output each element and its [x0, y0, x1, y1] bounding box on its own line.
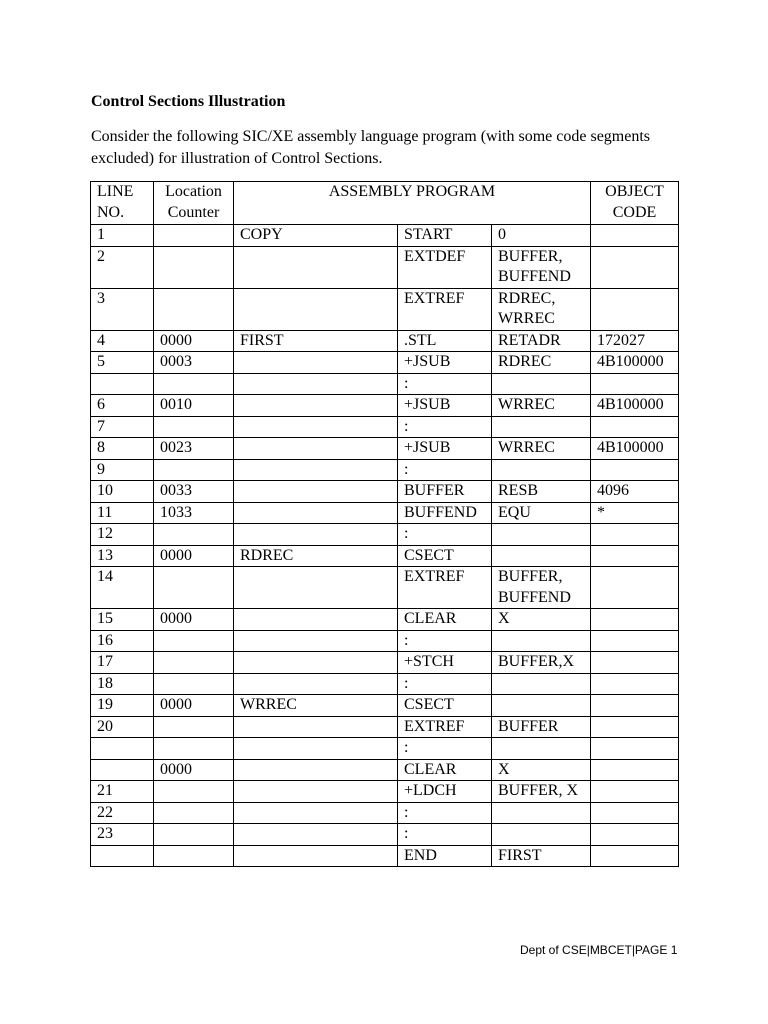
operand-cell: RETADR [492, 330, 591, 352]
table-row [91, 738, 679, 760]
table-row [91, 352, 679, 374]
line-no-cell: 13 [91, 545, 154, 567]
line-no-cell: 23 [91, 824, 154, 846]
object-code-cell [591, 673, 679, 695]
operand-cell: RDREC, WRREC [492, 288, 591, 330]
object-code-cell [591, 567, 679, 609]
operand-cell: WRREC [492, 395, 591, 417]
object-code-cell: * [591, 502, 679, 524]
location-cell [154, 246, 234, 288]
line-no-cell: 10 [91, 481, 154, 503]
opcode-cell: : [398, 802, 492, 824]
opcode-cell: CSECT [398, 545, 492, 567]
operand-cell: BUFFER,X [492, 652, 591, 674]
object-code-cell [591, 246, 679, 288]
assembly-program-table [90, 181, 679, 867]
line-no-cell: 9 [91, 459, 154, 481]
label-cell [234, 524, 398, 546]
label-cell: COPY [234, 225, 398, 247]
label-cell [234, 652, 398, 674]
opcode-cell: EXTREF [398, 288, 492, 330]
table-row [91, 459, 679, 481]
table-row [91, 288, 679, 330]
opcode-cell: : [398, 524, 492, 546]
label-cell [234, 802, 398, 824]
table-row [91, 225, 679, 247]
object-code-cell [591, 845, 679, 867]
table-row [91, 716, 679, 738]
line-no-cell: 16 [91, 630, 154, 652]
location-cell: 0003 [154, 352, 234, 374]
location-cell: 1033 [154, 502, 234, 524]
object-code-cell [591, 524, 679, 546]
location-cell [154, 673, 234, 695]
table-row [91, 695, 679, 717]
location-cell: 0010 [154, 395, 234, 417]
label-cell [234, 459, 398, 481]
object-code-cell: 4B100000 [591, 352, 679, 374]
table-row [91, 781, 679, 803]
opcode-cell: END [398, 845, 492, 867]
opcode-cell: +JSUB [398, 438, 492, 460]
operand-cell [492, 673, 591, 695]
location-cell [154, 630, 234, 652]
object-code-cell [591, 459, 679, 481]
table-row [91, 567, 679, 609]
table-row [91, 246, 679, 288]
operand-cell [492, 824, 591, 846]
location-cell [154, 845, 234, 867]
label-cell: RDREC [234, 545, 398, 567]
label-cell [234, 416, 398, 438]
opcode-cell: CLEAR [398, 609, 492, 631]
location-cell [154, 373, 234, 395]
location-cell [154, 416, 234, 438]
line-no-cell: 3 [91, 288, 154, 330]
line-no-cell: 17 [91, 652, 154, 674]
object-code-cell: 4096 [591, 481, 679, 503]
table-row [91, 824, 679, 846]
operand-cell [492, 738, 591, 760]
table-row [91, 545, 679, 567]
opcode-cell: : [398, 416, 492, 438]
location-cell: 0000 [154, 609, 234, 631]
location-cell [154, 459, 234, 481]
table-row [91, 416, 679, 438]
line-no-cell: 1 [91, 225, 154, 247]
location-cell [154, 524, 234, 546]
location-cell: 0000 [154, 330, 234, 352]
object-code-cell [591, 288, 679, 330]
header-line-no: LINE NO. [91, 182, 154, 225]
label-cell [234, 246, 398, 288]
page-title: Control Sections Illustration [91, 93, 286, 110]
label-cell [234, 716, 398, 738]
object-code-cell [591, 802, 679, 824]
label-cell [234, 373, 398, 395]
header-object-code: OBJECT CODE [591, 182, 679, 225]
object-code-cell [591, 652, 679, 674]
location-cell: 0000 [154, 545, 234, 567]
object-code-cell: 4B100000 [591, 395, 679, 417]
table-row [91, 502, 679, 524]
line-no-cell: 5 [91, 352, 154, 374]
operand-cell: WRREC [492, 438, 591, 460]
line-no-cell: 15 [91, 609, 154, 631]
opcode-cell: CSECT [398, 695, 492, 717]
label-cell [234, 352, 398, 374]
opcode-cell: +STCH [398, 652, 492, 674]
header-assembly-program: ASSEMBLY PROGRAM [234, 182, 591, 225]
table-row [91, 373, 679, 395]
object-code-cell [591, 373, 679, 395]
label-cell: FIRST [234, 330, 398, 352]
operand-cell [492, 630, 591, 652]
location-cell [154, 824, 234, 846]
object-code-cell [591, 609, 679, 631]
opcode-cell: +JSUB [398, 352, 492, 374]
line-no-cell: 4 [91, 330, 154, 352]
opcode-cell: : [398, 373, 492, 395]
line-no-cell [91, 845, 154, 867]
table-header-row [91, 182, 679, 225]
opcode-cell: +LDCH [398, 781, 492, 803]
object-code-cell [591, 716, 679, 738]
object-code-cell: 4B100000 [591, 438, 679, 460]
location-cell [154, 802, 234, 824]
line-no-cell: 14 [91, 567, 154, 609]
table-row [91, 395, 679, 417]
location-cell: 0033 [154, 481, 234, 503]
object-code-cell [591, 630, 679, 652]
operand-cell: BUFFER [492, 716, 591, 738]
object-code-cell [591, 824, 679, 846]
opcode-cell: : [398, 630, 492, 652]
object-code-cell [591, 416, 679, 438]
operand-cell: FIRST [492, 845, 591, 867]
table-row [91, 845, 679, 867]
line-no-cell: 19 [91, 695, 154, 717]
operand-cell: X [492, 759, 591, 781]
line-no-cell [91, 373, 154, 395]
operand-cell: RDREC [492, 352, 591, 374]
operand-cell [492, 459, 591, 481]
operand-cell: BUFFER, X [492, 781, 591, 803]
line-no-cell: 21 [91, 781, 154, 803]
operand-cell [492, 695, 591, 717]
object-code-cell [591, 695, 679, 717]
label-cell [234, 481, 398, 503]
operand-cell: X [492, 609, 591, 631]
location-cell [154, 288, 234, 330]
line-no-cell: 12 [91, 524, 154, 546]
label-cell [234, 288, 398, 330]
object-code-cell [591, 759, 679, 781]
opcode-cell: : [398, 673, 492, 695]
location-cell [154, 567, 234, 609]
operand-cell: EQU [492, 502, 591, 524]
opcode-cell: EXTREF [398, 716, 492, 738]
label-cell [234, 759, 398, 781]
label-cell [234, 824, 398, 846]
label-cell [234, 781, 398, 803]
label-cell [234, 630, 398, 652]
table-body [91, 225, 679, 867]
opcode-cell: .STL [398, 330, 492, 352]
object-code-cell [591, 545, 679, 567]
opcode-cell: : [398, 738, 492, 760]
label-cell [234, 438, 398, 460]
line-no-cell: 8 [91, 438, 154, 460]
opcode-cell: EXTREF [398, 567, 492, 609]
location-cell [154, 738, 234, 760]
opcode-cell: START [398, 225, 492, 247]
table-row [91, 481, 679, 503]
page-footer: Dept of CSE|MBCET|PAGE 1 [520, 943, 678, 957]
line-no-cell: 22 [91, 802, 154, 824]
object-code-cell [591, 738, 679, 760]
table-row [91, 438, 679, 460]
opcode-cell: BUFFEND [398, 502, 492, 524]
object-code-cell [591, 781, 679, 803]
line-no-cell: 7 [91, 416, 154, 438]
table-row [91, 802, 679, 824]
table-row [91, 673, 679, 695]
operand-cell [492, 416, 591, 438]
location-cell: 0023 [154, 438, 234, 460]
table-row [91, 759, 679, 781]
line-no-cell: 18 [91, 673, 154, 695]
operand-cell: BUFFER, BUFFEND [492, 567, 591, 609]
opcode-cell: : [398, 459, 492, 481]
operand-cell: BUFFER, BUFFEND [492, 246, 591, 288]
label-cell [234, 567, 398, 609]
label-cell [234, 738, 398, 760]
operand-cell [492, 373, 591, 395]
operand-cell: 0 [492, 225, 591, 247]
location-cell: 0000 [154, 695, 234, 717]
label-cell [234, 502, 398, 524]
location-cell [154, 716, 234, 738]
table-row [91, 652, 679, 674]
line-no-cell: 2 [91, 246, 154, 288]
table-row [91, 330, 679, 352]
header-location-counter: Location Counter [154, 182, 234, 225]
label-cell [234, 845, 398, 867]
table-row [91, 630, 679, 652]
operand-cell [492, 802, 591, 824]
opcode-cell: EXTDEF [398, 246, 492, 288]
opcode-cell: +JSUB [398, 395, 492, 417]
location-cell [154, 652, 234, 674]
operand-cell [492, 524, 591, 546]
opcode-cell: CLEAR [398, 759, 492, 781]
line-no-cell [91, 759, 154, 781]
label-cell [234, 609, 398, 631]
location-cell: 0000 [154, 759, 234, 781]
opcode-cell: : [398, 824, 492, 846]
location-cell [154, 225, 234, 247]
label-cell [234, 395, 398, 417]
line-no-cell: 20 [91, 716, 154, 738]
object-code-cell [591, 225, 679, 247]
line-no-cell [91, 738, 154, 760]
label-cell: WRREC [234, 695, 398, 717]
operand-cell: RESB [492, 481, 591, 503]
table-row [91, 524, 679, 546]
object-code-cell: 172027 [591, 330, 679, 352]
opcode-cell: BUFFER [398, 481, 492, 503]
label-cell [234, 673, 398, 695]
line-no-cell: 6 [91, 395, 154, 417]
table-row [91, 609, 679, 631]
intro-paragraph: Consider the following SIC/XE assembly language program (with some code segments excluded) for illustration of Control Sections. [91, 128, 651, 167]
location-cell [154, 781, 234, 803]
operand-cell [492, 545, 591, 567]
line-no-cell: 11 [91, 502, 154, 524]
